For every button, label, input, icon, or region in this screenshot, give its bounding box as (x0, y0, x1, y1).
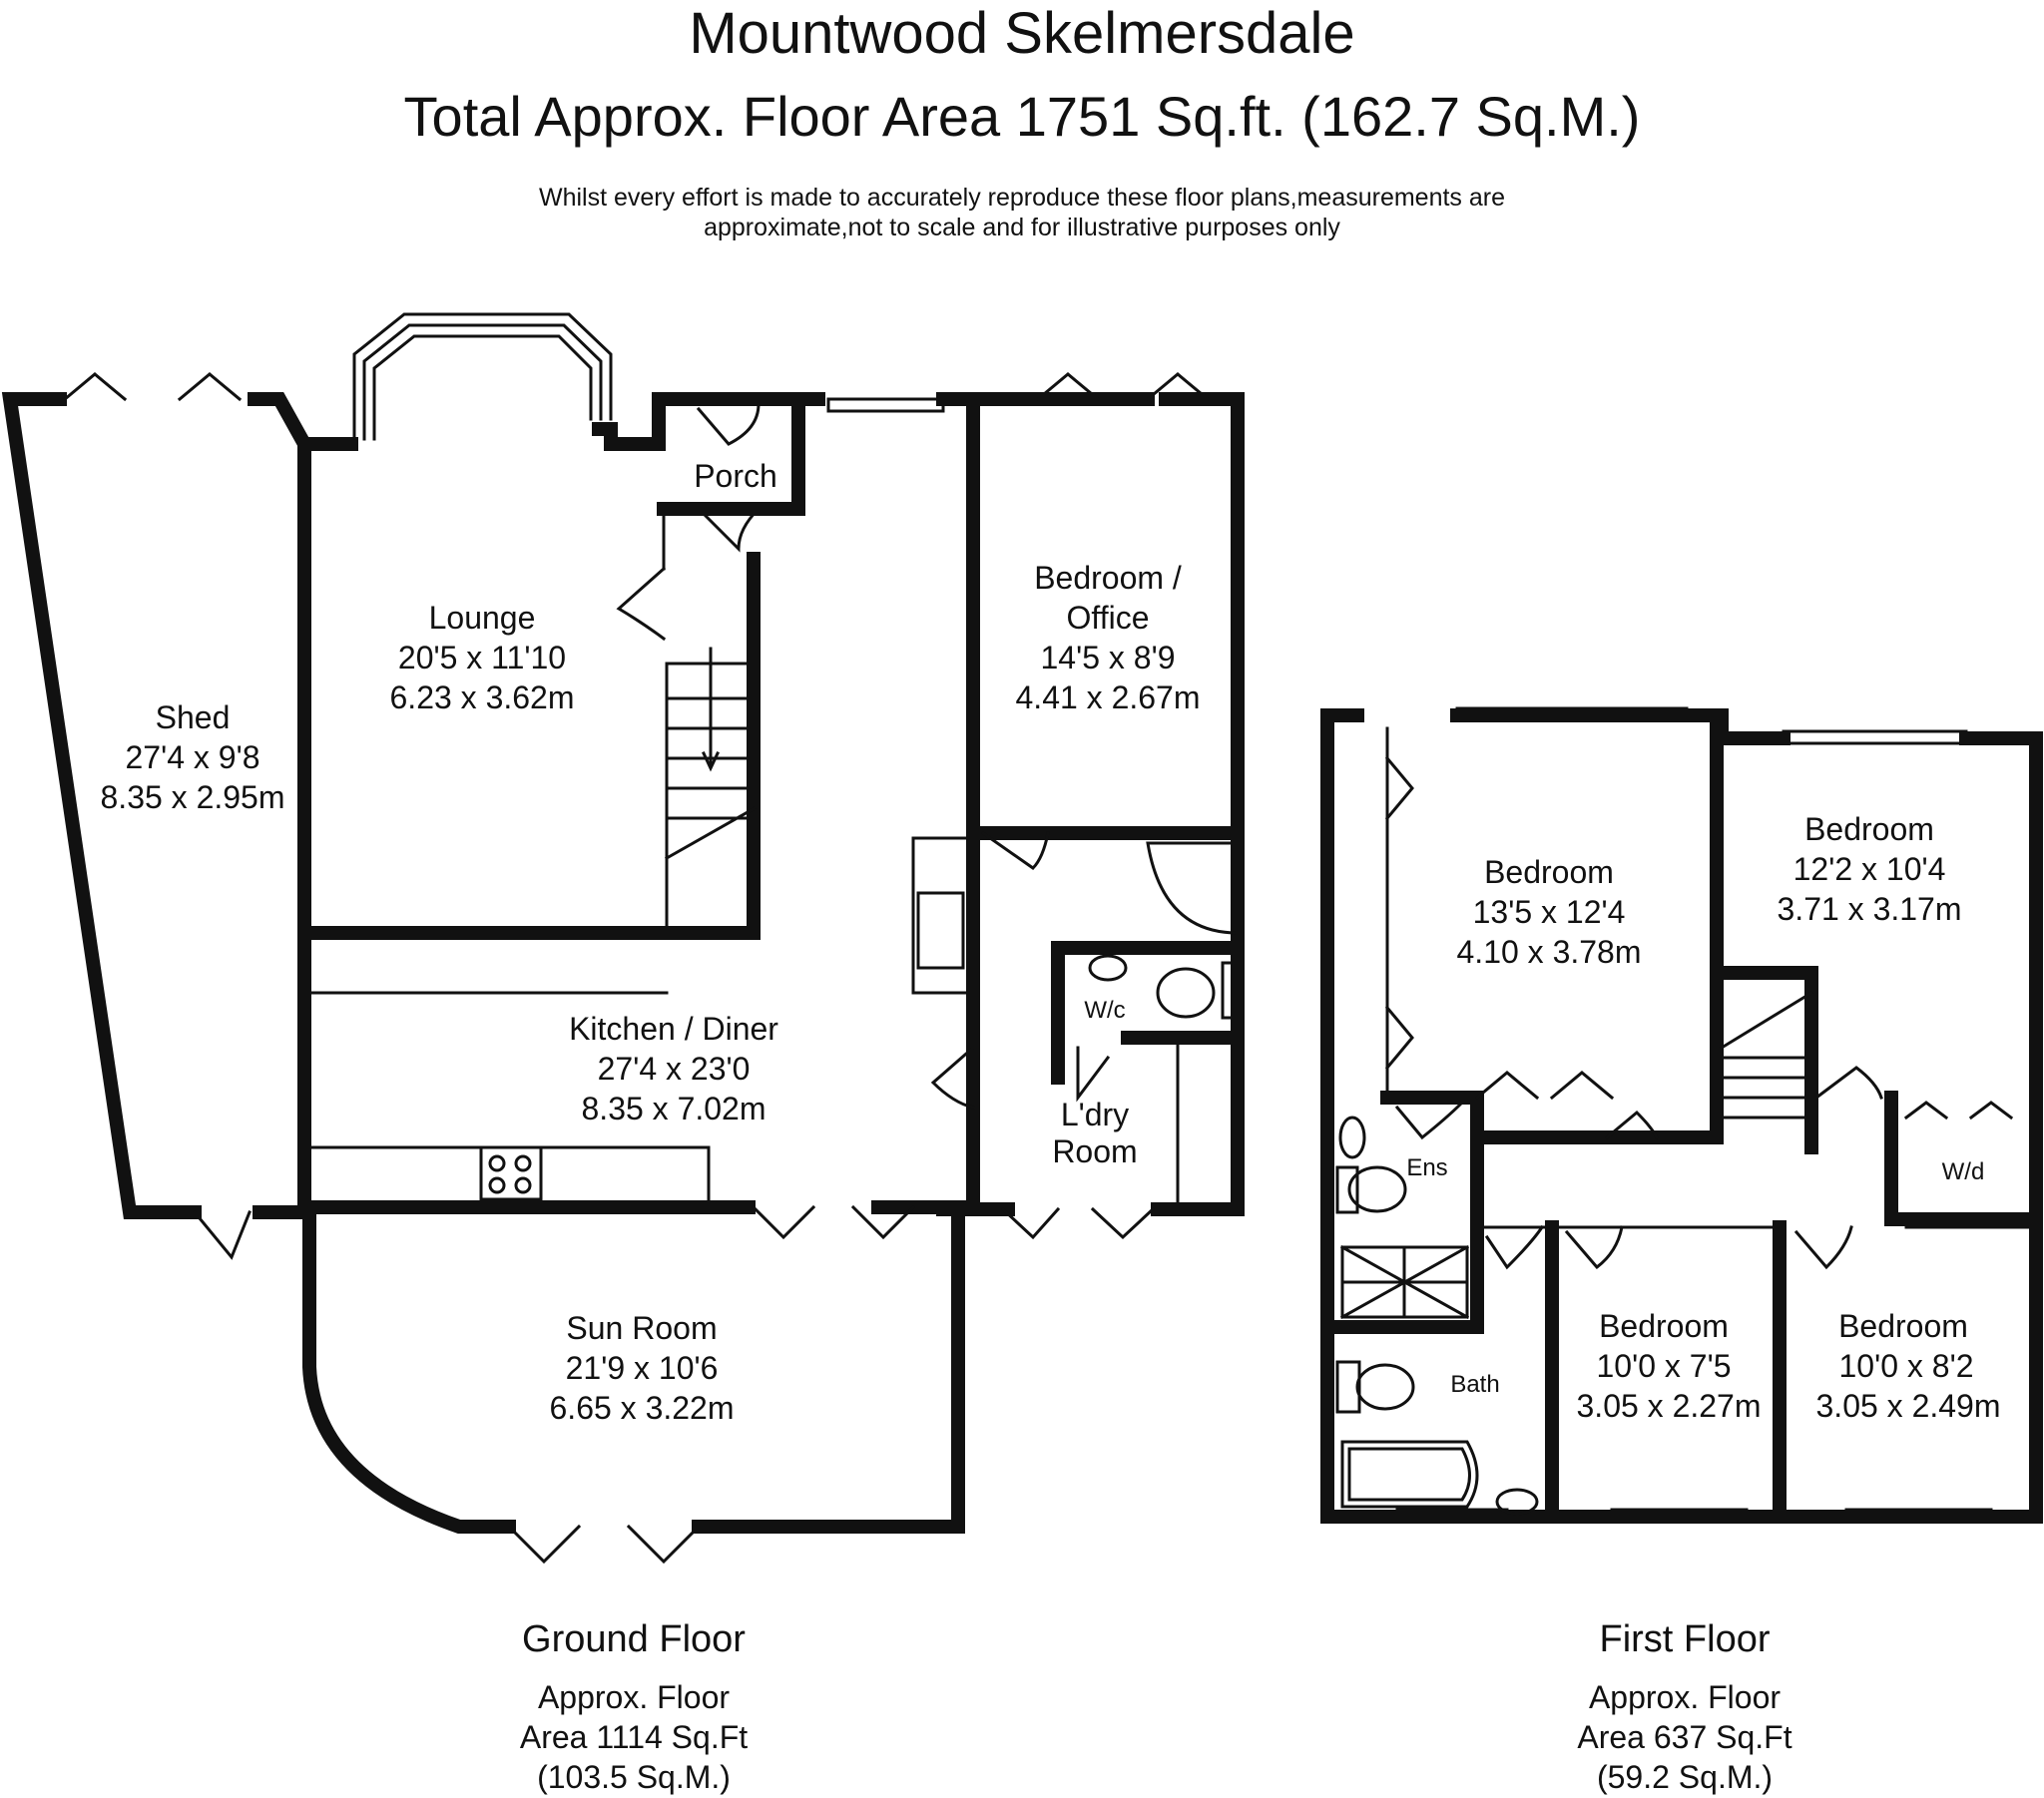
room-label-kitchen-diner (569, 1011, 778, 1126)
sun-room-metric: 6.65 x 3.22m (549, 1390, 735, 1426)
sun-room-name: Sun Room (566, 1310, 718, 1346)
first-floor-area-2: Area 637 Sq.Ft (1577, 1719, 1792, 1755)
lounge-imperial: 20'5 x 11'10 (397, 640, 567, 675)
first-floor-area-3: (59.2 Sq.M.) (1596, 1759, 1774, 1795)
bedroom-office-name-1: Bedroom / (1034, 560, 1182, 596)
disclaimer-line-1: Whilst every effort is made to accurately reproduce these floor plans,measurements are (538, 184, 1506, 212)
room-label-bedroom-2 (1778, 811, 1962, 927)
first-floor-name: First Floor (1599, 1618, 1771, 1660)
room-label-laundry (1052, 1097, 1137, 1169)
bedroom-office-imperial: 14'5 x 8'9 (1040, 640, 1176, 675)
shed-metric: 8.35 x 2.95m (100, 779, 285, 815)
bedroom-4-imperial: 10'0 x 8'2 (1838, 1348, 1974, 1384)
disclaimer-line-2: approximate,not to scale and for illustrative purposes only (704, 214, 1340, 241)
ground-floor-area-2: Area 1114 Sq.Ft (519, 1719, 749, 1755)
plan-subtitle: Total Approx. Floor Area 1751 Sq.ft. (162.7 Sq.M.) (403, 85, 1641, 148)
bedroom-office-metric: 4.41 x 2.67m (1015, 679, 1201, 715)
ground-floor-stairs (667, 649, 755, 933)
ground-floor-name: Ground Floor (522, 1618, 746, 1660)
room-label-bathroom: Bath (1450, 1371, 1500, 1398)
room-label-bedroom-3 (1577, 1308, 1762, 1424)
lounge-name: Lounge (428, 600, 536, 636)
first-floor-area-1: Approx. Floor (1588, 1679, 1782, 1715)
bedroom-3-imperial: 10'0 x 7'5 (1596, 1348, 1732, 1384)
shed-name: Shed (155, 699, 231, 735)
ground-floor-area-3: (103.5 Sq.M.) (537, 1759, 731, 1795)
first-floor-stairs (1722, 993, 1811, 1118)
room-label-wardrobe: W/d (1941, 1158, 1985, 1185)
room-label-wc: W/c (1084, 997, 1126, 1024)
room-label-bedroom-office (1016, 560, 1201, 715)
wc-fittings (1090, 843, 1238, 1018)
lounge-metric: 6.23 x 3.62m (389, 679, 575, 715)
kitchen-diner-metric: 8.35 x 7.02m (581, 1091, 766, 1126)
shed-doors (65, 374, 250, 1257)
room-label-lounge (390, 600, 575, 715)
bedroom-4-name: Bedroom (1838, 1308, 1968, 1344)
bedroom-2-metric: 3.71 x 3.17m (1777, 891, 1962, 927)
kitchen-diner-imperial: 27'4 x 23'0 (597, 1051, 751, 1087)
room-label-shed (101, 699, 285, 815)
ground-floor-caption (520, 1618, 748, 1795)
bedroom-2-imperial: 12'2 x 10'4 (1792, 851, 1946, 887)
kitchen-diner-name: Kitchen / Diner (569, 1011, 778, 1047)
bedroom-1-metric: 4.10 x 3.78m (1456, 934, 1642, 970)
bedroom-4-metric: 3.05 x 2.49m (1815, 1388, 2001, 1424)
bedroom-2-name: Bedroom (1804, 811, 1934, 847)
plan-title: Mountwood Skelmersdale (689, 1, 1355, 66)
bedroom-1-name: Bedroom (1484, 854, 1614, 890)
room-label-bedroom-4 (1816, 1308, 2001, 1424)
bedroom-3-name: Bedroom (1599, 1308, 1729, 1344)
first-floor-caption (1577, 1618, 1791, 1795)
lounge-bay-window (304, 314, 674, 444)
room-label-ensuite: Ens (1406, 1154, 1448, 1181)
bedroom-3-metric: 3.05 x 2.27m (1576, 1388, 1762, 1424)
sun-room-imperial: 21'9 x 10'6 (565, 1350, 719, 1386)
ground-floor-walls (309, 399, 1238, 1209)
ground-floor-area-1: Approx. Floor (537, 1679, 731, 1715)
room-label-bedroom-1 (1457, 854, 1642, 970)
bedroom-1-imperial: 13'5 x 12'4 (1472, 894, 1626, 930)
laundry-name-2: Room (1052, 1133, 1138, 1169)
room-label-sun-room (550, 1310, 735, 1426)
shed-imperial: 27'4 x 9'8 (125, 739, 260, 775)
room-label-porch: Porch (694, 458, 777, 494)
laundry-name-1: L'dry (1060, 1097, 1130, 1132)
bedroom-office-name-2: Office (1066, 600, 1150, 636)
